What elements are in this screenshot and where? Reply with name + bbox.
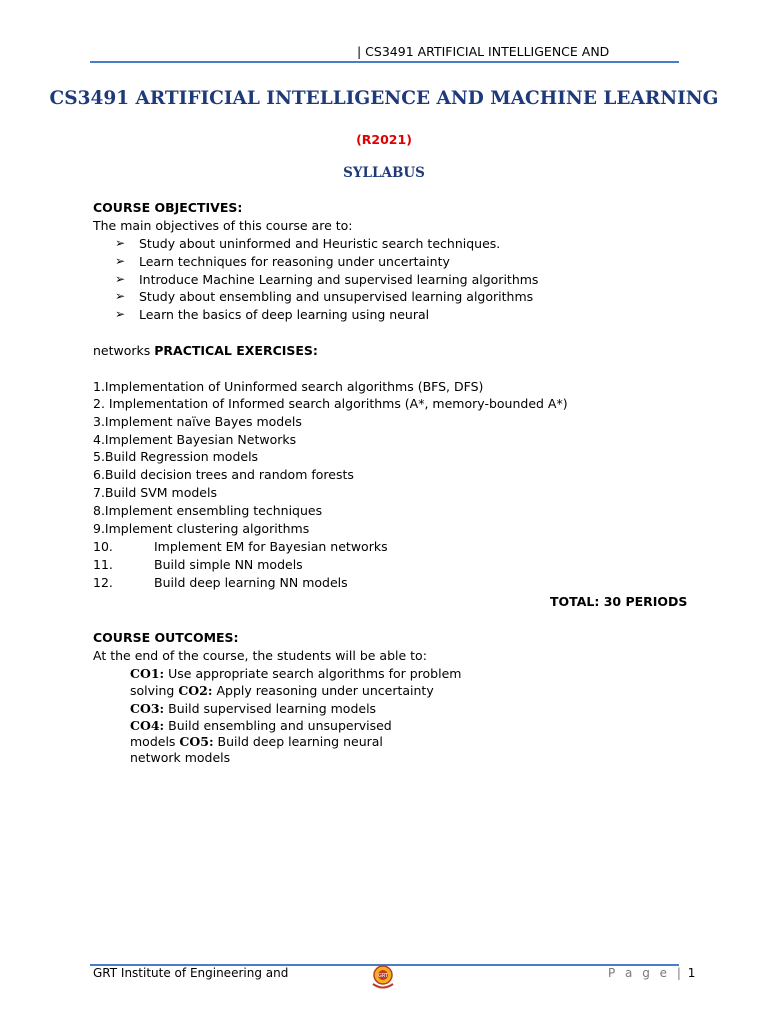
outcomes-intro: At the end of the course, the students will be able to: (93, 648, 427, 663)
outcome-line (130, 666, 461, 681)
exercise-text: Build deep learning NN models (154, 575, 348, 590)
exercise-number: 10. (93, 539, 113, 554)
co4-text: Build ensembling and unsupervised (164, 718, 392, 733)
page-number (608, 966, 695, 980)
footer-institute: GRT Institute of Engineering and (93, 966, 289, 980)
objectives-intro: The main objectives of this course are to: (93, 218, 353, 233)
co2-label: CO2: (178, 683, 213, 698)
co1-continuation: solving (130, 683, 179, 698)
practical-heading: PRACTICAL EXERCISES: (154, 343, 318, 358)
co5-label: CO5: (179, 734, 214, 749)
exercise-item: 1.Implementation of Uninformed search algorithms (BFS, DFS) (93, 379, 484, 394)
exercise-text: Implement EM for Bayesian networks (154, 539, 388, 554)
co3-text: Build supervised learning models (164, 701, 377, 716)
co5-text: Build deep learning neural (213, 734, 383, 749)
arrow-bullet-icon: ➢ (115, 254, 126, 268)
exercise-number: 12. (93, 575, 113, 590)
grt-logo-icon (370, 964, 396, 992)
exercise-item: 5.Build Regression models (93, 449, 259, 464)
arrow-bullet-icon: ➢ (115, 307, 126, 321)
page-label: P a g e | (608, 966, 684, 980)
outcome-line (130, 683, 434, 698)
co2-text: Apply reasoning under uncertainty (212, 683, 434, 698)
objective-item: Study about uninformed and Heuristic search techniques. (139, 236, 501, 251)
objective-item: Learn techniques for reasoning under uncertainty (139, 254, 450, 269)
co5-continuation: network models (130, 750, 231, 765)
exercise-item: 7.Build SVM models (93, 485, 217, 500)
svg-text:GRT: GRT (377, 973, 389, 979)
exercise-item: 6.Build decision trees and random forests (93, 467, 354, 482)
running-header: | CS3491 ARTIFICIAL INTELLIGENCE AND (357, 44, 610, 59)
exercise-item: 8.Implement ensembling techniques (93, 503, 323, 518)
arrow-bullet-icon: ➢ (115, 289, 126, 303)
practical-heading-line (93, 343, 318, 358)
page-number-value: 1 (683, 966, 696, 980)
exercise-item (93, 557, 303, 572)
regulation-label: (R2021) (356, 132, 412, 147)
practical-prefix: networks (93, 343, 155, 358)
arrow-bullet-icon: ➢ (115, 236, 126, 250)
document-title: CS3491 ARTIFICIAL INTELLIGENCE AND MACHINE LEARNING (49, 88, 719, 109)
total-periods: TOTAL: 30 PERIODS (550, 594, 688, 609)
outcome-line (130, 718, 392, 733)
exercise-item: 2. Implementation of Informed search algorithms (A*, memory-bounded A*) (93, 396, 568, 411)
exercise-number: 11. (93, 557, 113, 572)
objectives-heading: COURSE OBJECTIVES: (93, 200, 243, 215)
exercise-item: 3.Implement naïve Bayes models (93, 414, 302, 429)
exercise-item: 9.Implement clustering algorithms (93, 521, 310, 536)
outcomes-heading: COURSE OUTCOMES: (93, 630, 239, 645)
exercise-item (93, 539, 388, 554)
objective-item: Study about ensembling and unsupervised learning algorithms (139, 289, 534, 304)
header-rule (90, 61, 679, 63)
co1-text: Use appropriate search algorithms for problem (164, 666, 462, 681)
syllabus-heading: SYLLABUS (343, 165, 425, 181)
outcome-line (130, 701, 376, 716)
exercise-item: 4.Implement Bayesian Networks (93, 432, 297, 447)
exercise-text: Build simple NN models (154, 557, 303, 572)
arrow-bullet-icon: ➢ (115, 272, 126, 286)
co3-label: CO3: (130, 701, 165, 716)
objective-item: Introduce Machine Learning and supervised learning algorithms (139, 272, 539, 287)
co4-label: CO4: (130, 718, 165, 733)
objective-item: Learn the basics of deep learning using neural (139, 307, 430, 322)
co4-continuation: models (130, 734, 180, 749)
exercise-item (93, 575, 348, 590)
co1-label: CO1: (130, 666, 165, 681)
outcome-line (130, 734, 383, 749)
